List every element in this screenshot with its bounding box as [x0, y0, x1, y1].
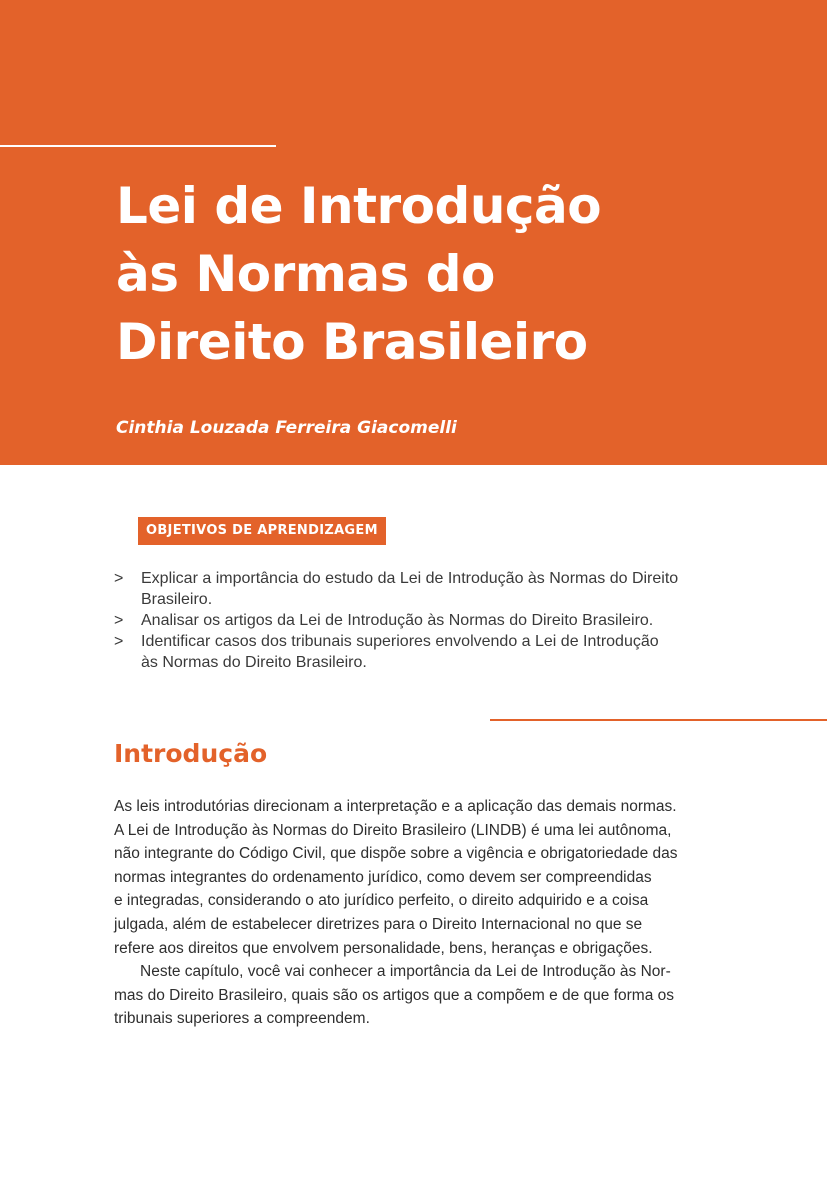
objective-line: Analisar os artigos da Lei de Introdução às Normas do Direito Brasileiro. — [141, 612, 654, 629]
bullet-marker: > — [114, 570, 124, 587]
objective-line: às Normas do Direito Brasileiro. — [141, 654, 367, 671]
paragraph-line: e integradas, considerando o ato jurídico perfeito, o direito adquirido e a coisa — [114, 892, 649, 910]
objective-line: Brasileiro. — [141, 591, 213, 608]
chapter-title-line: Direito Brasileiro — [116, 313, 588, 371]
paragraph — [114, 795, 704, 960]
author-name: Cinthia Louzada Ferreira Giacomelli — [116, 418, 457, 438]
paragraph — [114, 960, 704, 1031]
section-divider — [490, 719, 827, 721]
paragraph-line: julgada, além de estabelecer diretrizes para o Direito Internacional no que se — [114, 915, 643, 933]
chapter-banner — [0, 0, 827, 465]
paragraph-line: Neste capítulo, você vai conhecer a importância da Lei de Introdução às Nor- — [140, 963, 671, 981]
paragraph-line: refere aos direitos que envolvem personalidade, bens, heranças e obrigações. — [114, 939, 653, 957]
chapter-title — [116, 172, 601, 376]
chapter-title-line: Lei de Introdução — [116, 177, 602, 235]
chapter-title-line: às Normas do — [116, 245, 495, 303]
objective-line: Identificar casos dos tribunais superiores envolvendo a Lei de Introdução — [141, 633, 659, 650]
objective-item — [114, 568, 714, 610]
section-body — [114, 795, 704, 1031]
paragraph-line: tribunais superiores a compreendem. — [114, 1010, 370, 1028]
paragraph-line: A Lei de Introdução às Normas do Direito Brasileiro (LINDB) é uma lei autônoma, — [114, 821, 672, 839]
paragraph-line: As leis introdutórias direcionam a interpretação e a aplicação das demais normas. — [114, 798, 677, 815]
paragraph-line: normas integrantes do ordenamento jurídico, como devem ser compreendidas — [114, 868, 652, 886]
paragraph-line: não integrante do Código Civil, que dispõe sobre a vigência e obrigatoriedade das — [114, 845, 678, 863]
objective-item — [114, 631, 714, 673]
section-title: Introdução — [114, 739, 268, 768]
objective-line: Explicar a importância do estudo da Lei de Introdução às Normas do Direito — [141, 570, 679, 587]
objectives-list — [114, 568, 714, 673]
bullet-marker: > — [114, 612, 124, 629]
paragraph-line: mas do Direito Brasileiro, quais são os artigos que a compõem e de que forma os — [114, 986, 675, 1004]
bullet-marker: > — [114, 633, 124, 650]
banner-divider — [0, 145, 276, 147]
objectives-label: OBJETIVOS DE APRENDIZAGEM — [138, 517, 386, 545]
objective-item — [114, 610, 714, 631]
